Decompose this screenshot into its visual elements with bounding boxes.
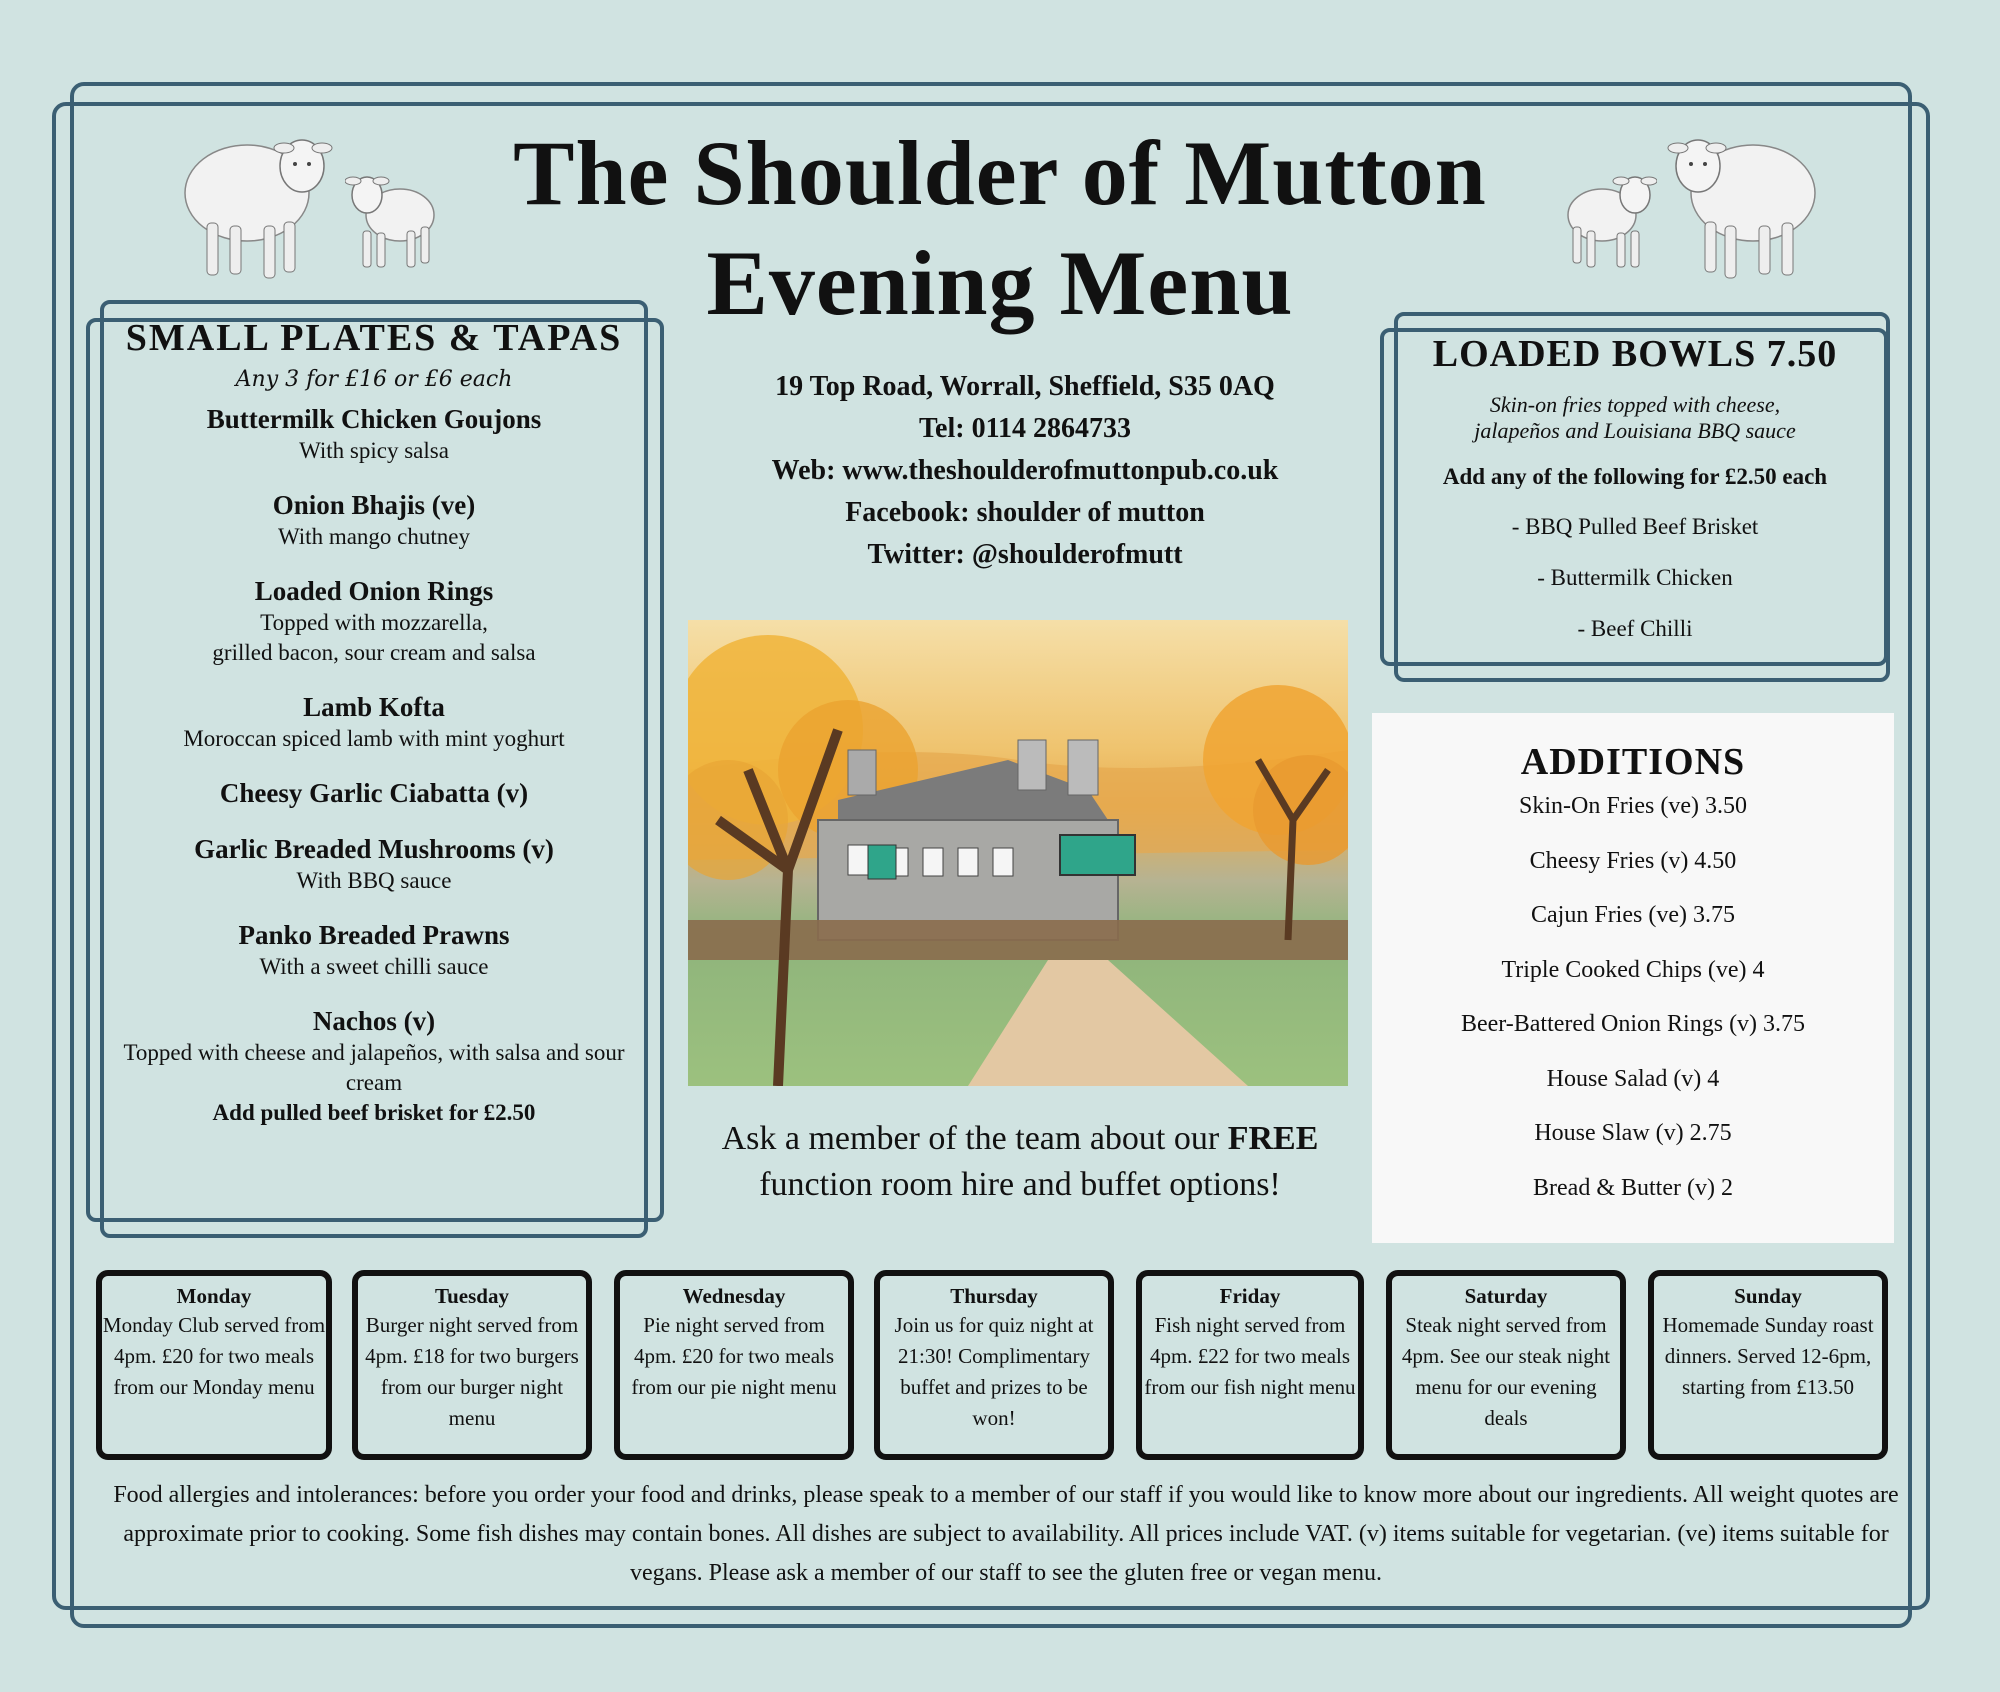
addition-item: House Slaw (v) 2.75 xyxy=(1534,1120,1732,1146)
menu-item-desc: Topped with cheese and jalapeños, with salsa and sour cream xyxy=(123,1040,625,1095)
function-room-promo xyxy=(680,1116,1360,1208)
addition-item: Cheesy Fries (v) 4.50 xyxy=(1529,847,1737,874)
menu-item-desc: With BBQ sauce xyxy=(296,868,452,893)
day-title: Friday xyxy=(1219,1284,1281,1308)
small-plates-section xyxy=(100,314,648,1150)
day-card-thursday xyxy=(874,1270,1114,1460)
menu-item-name: Cheesy Garlic Ciabatta (v) xyxy=(219,778,529,808)
day-title: Wednesday xyxy=(682,1284,786,1308)
menu-item xyxy=(100,402,648,466)
menu-item-desc-2: grilled bacon, sour cream and salsa xyxy=(212,640,536,665)
addition-item: Beer-Battered Onion Rings (v) 3.75 xyxy=(1460,1011,1806,1037)
loaded-bowls-addon: Add any of the following for £2.50 each xyxy=(1442,464,1828,489)
day-text: Monday Club served from 4pm. £20 for two meals from our Monday menu xyxy=(102,1313,326,1399)
promo-line-1 xyxy=(680,1116,1360,1162)
day-text: Homemade Sunday roast dinners. Served 12-6pm, starting from £13.50 xyxy=(1662,1313,1874,1399)
sheep-icon xyxy=(1658,118,1828,283)
desc-line-2: jalapeños and Louisiana BBQ sauce xyxy=(1474,418,1796,443)
day-text: Steak night served from 4pm. See our steak night menu for our evening deals xyxy=(1401,1313,1611,1430)
title-line-2: Evening Menu xyxy=(706,232,1294,334)
day-text: Join us for quiz night at 21:30! Complimentary buffet and prizes to be won! xyxy=(894,1313,1094,1430)
menu-item-desc: With a sweet chilli sauce xyxy=(259,954,489,979)
menu-item xyxy=(100,690,648,754)
day-title: Saturday xyxy=(1464,1284,1548,1308)
day-text: Fish night served from 4pm. £22 for two meals from our fish night menu xyxy=(1144,1313,1356,1399)
menu-item-desc: With spicy salsa xyxy=(299,438,449,463)
small-plates-subtitle: Any 3 for £16 or £6 each xyxy=(235,367,513,392)
menu-item-name: Nachos (v) xyxy=(312,1006,436,1036)
twitter: Twitter: @shoulderofmutt xyxy=(867,539,1183,570)
day-card-sunday xyxy=(1648,1270,1888,1460)
additions-title: ADDITIONS xyxy=(1520,741,1746,783)
menu-item xyxy=(100,776,648,810)
loaded-bowls-title: LOADED BOWLS 7.50 xyxy=(1432,333,1838,375)
pub-illustration xyxy=(688,620,1348,1086)
addition-item: Skin-On Fries (ve) 3.50 xyxy=(1519,793,1747,819)
menu-item-name: Buttermilk Chicken Goujons xyxy=(206,404,542,434)
menu-item-name: Panko Breaded Prawns xyxy=(238,920,510,950)
addition-item: House Salad (v) 4 xyxy=(1546,1065,1720,1092)
menu-item-addon: Add pulled beef brisket for £2.50 xyxy=(212,1100,536,1125)
menu-item-name: Onion Bhajis (ve) xyxy=(272,490,476,520)
addition-item: Cajun Fries (ve) 3.75 xyxy=(1531,902,1735,928)
menu-item xyxy=(100,832,648,896)
day-card-monday xyxy=(96,1270,332,1460)
addon-option: - Beef Chilli xyxy=(1577,616,1693,641)
menu-item-name: Garlic Breaded Mushrooms (v) xyxy=(194,834,554,864)
day-card-friday xyxy=(1136,1270,1364,1460)
promo-line-2: function room hire and buffet options! xyxy=(759,1166,1281,1203)
title-line-1: The Shoulder of Mutton xyxy=(513,122,1487,224)
day-title: Sunday xyxy=(1734,1284,1802,1308)
website: Web: www.theshoulderofmuttonpub.co.uk xyxy=(771,455,1279,486)
menu-item xyxy=(100,574,648,668)
day-title: Thursday xyxy=(950,1284,1038,1308)
menu-item-desc: Moroccan spiced lamb with mint yoghurt xyxy=(183,726,565,751)
day-card-saturday xyxy=(1386,1270,1626,1460)
promo-text: Ask a member of the team about our xyxy=(721,1120,1228,1157)
pub-painting-icon xyxy=(688,620,1348,1086)
desc-line-1: Skin-on fries topped with cheese, xyxy=(1489,392,1781,417)
day-card-tuesday xyxy=(352,1270,592,1460)
additions-section xyxy=(1372,713,1894,1243)
day-title: Tuesday xyxy=(435,1284,509,1308)
addition-item: Bread & Butter (v) 2 xyxy=(1533,1174,1733,1201)
day-text: Pie night served from 4pm. £20 for two meals from our pie night menu xyxy=(631,1313,837,1399)
contact-info xyxy=(700,366,1350,576)
menu-item xyxy=(100,488,648,552)
menu-item xyxy=(100,918,648,982)
addition-item: Triple Cooked Chips (ve) 4 xyxy=(1501,956,1765,983)
facebook: Facebook: shoulder of mutton xyxy=(845,497,1205,528)
day-card-wednesday xyxy=(614,1270,854,1460)
day-text: Burger night served from 4pm. £18 for two burgers from our burger night menu xyxy=(365,1313,579,1430)
addon-option: - Buttermilk Chicken xyxy=(1537,565,1733,590)
menu-item-name: Loaded Onion Rings xyxy=(254,576,494,606)
menu-item-desc: With mango chutney xyxy=(278,524,470,549)
small-plates-title: SMALL PLATES & TAPAS xyxy=(125,317,623,359)
promo-highlight: FREE xyxy=(1227,1120,1319,1157)
sheep-icon xyxy=(172,118,342,283)
loaded-bowls-section xyxy=(1392,326,1878,665)
loaded-bowls-desc xyxy=(1392,392,1878,444)
address: 19 Top Road, Worrall, Sheffield, S35 0AQ xyxy=(775,371,1275,402)
addon-option: - BBQ Pulled Beef Brisket xyxy=(1511,514,1759,539)
menu-item-name: Lamb Kofta xyxy=(303,692,445,722)
phone: Tel: 0114 2864733 xyxy=(918,413,1132,444)
day-title: Monday xyxy=(176,1284,252,1308)
allergy-notice: Food allergies and intolerances: before you order your food and drinks, please speak to a member of our staff if you would like to know more about our ingredients. All weight quotes are approximate prior to cooking. Some fish dishes may contain bones. All dishes are subject to availability. All prices include VAT. (v) items suitable for vegetarian. (ve) items suitable for vegans. Please ask a member of our staff to see the gluten free or vegan menu. xyxy=(113,1482,1899,1586)
menu-item xyxy=(100,1004,648,1128)
menu-item-desc: Topped with mozzarella, xyxy=(260,610,488,635)
